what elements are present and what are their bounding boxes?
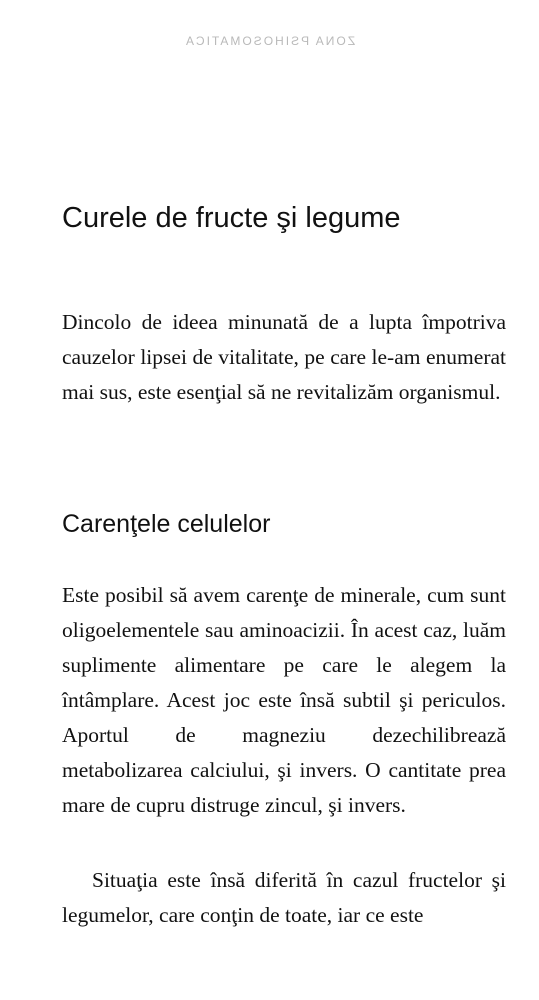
subsection-heading: Carenţele celulelor xyxy=(62,510,271,538)
body-paragraph-continued: Situaţia este însă diferită în cazul fructelor şi legumelor, care conţin de toate, iar ce este xyxy=(62,868,506,927)
body-paragraph: Este posibil să avem carenţe de minerale, cum sunt oligoelementele sau aminoacizii. În acest caz, luăm suplimente alimentare pe care le alegem la întâmplare. Acest joc este însă subtil şi periculos. Aportul de magneziu dezechilibrează metabolizarea calciului, şi invers. O cantitate prea mare de cupru distruge zincul, şi invers. xyxy=(62,583,506,817)
running-header-bleedthrough: ZONA PSIHOSOMATICA xyxy=(183,34,356,48)
intro-paragraph: Dincolo de ideea minunată de a lupta împotriva cauzelor lipsei de vitalitate, pe care le-am enumerat mai sus, este esenţial să ne revitalizăm organismul. xyxy=(62,310,506,404)
section-heading: Curele de fructe şi legume xyxy=(62,202,401,234)
